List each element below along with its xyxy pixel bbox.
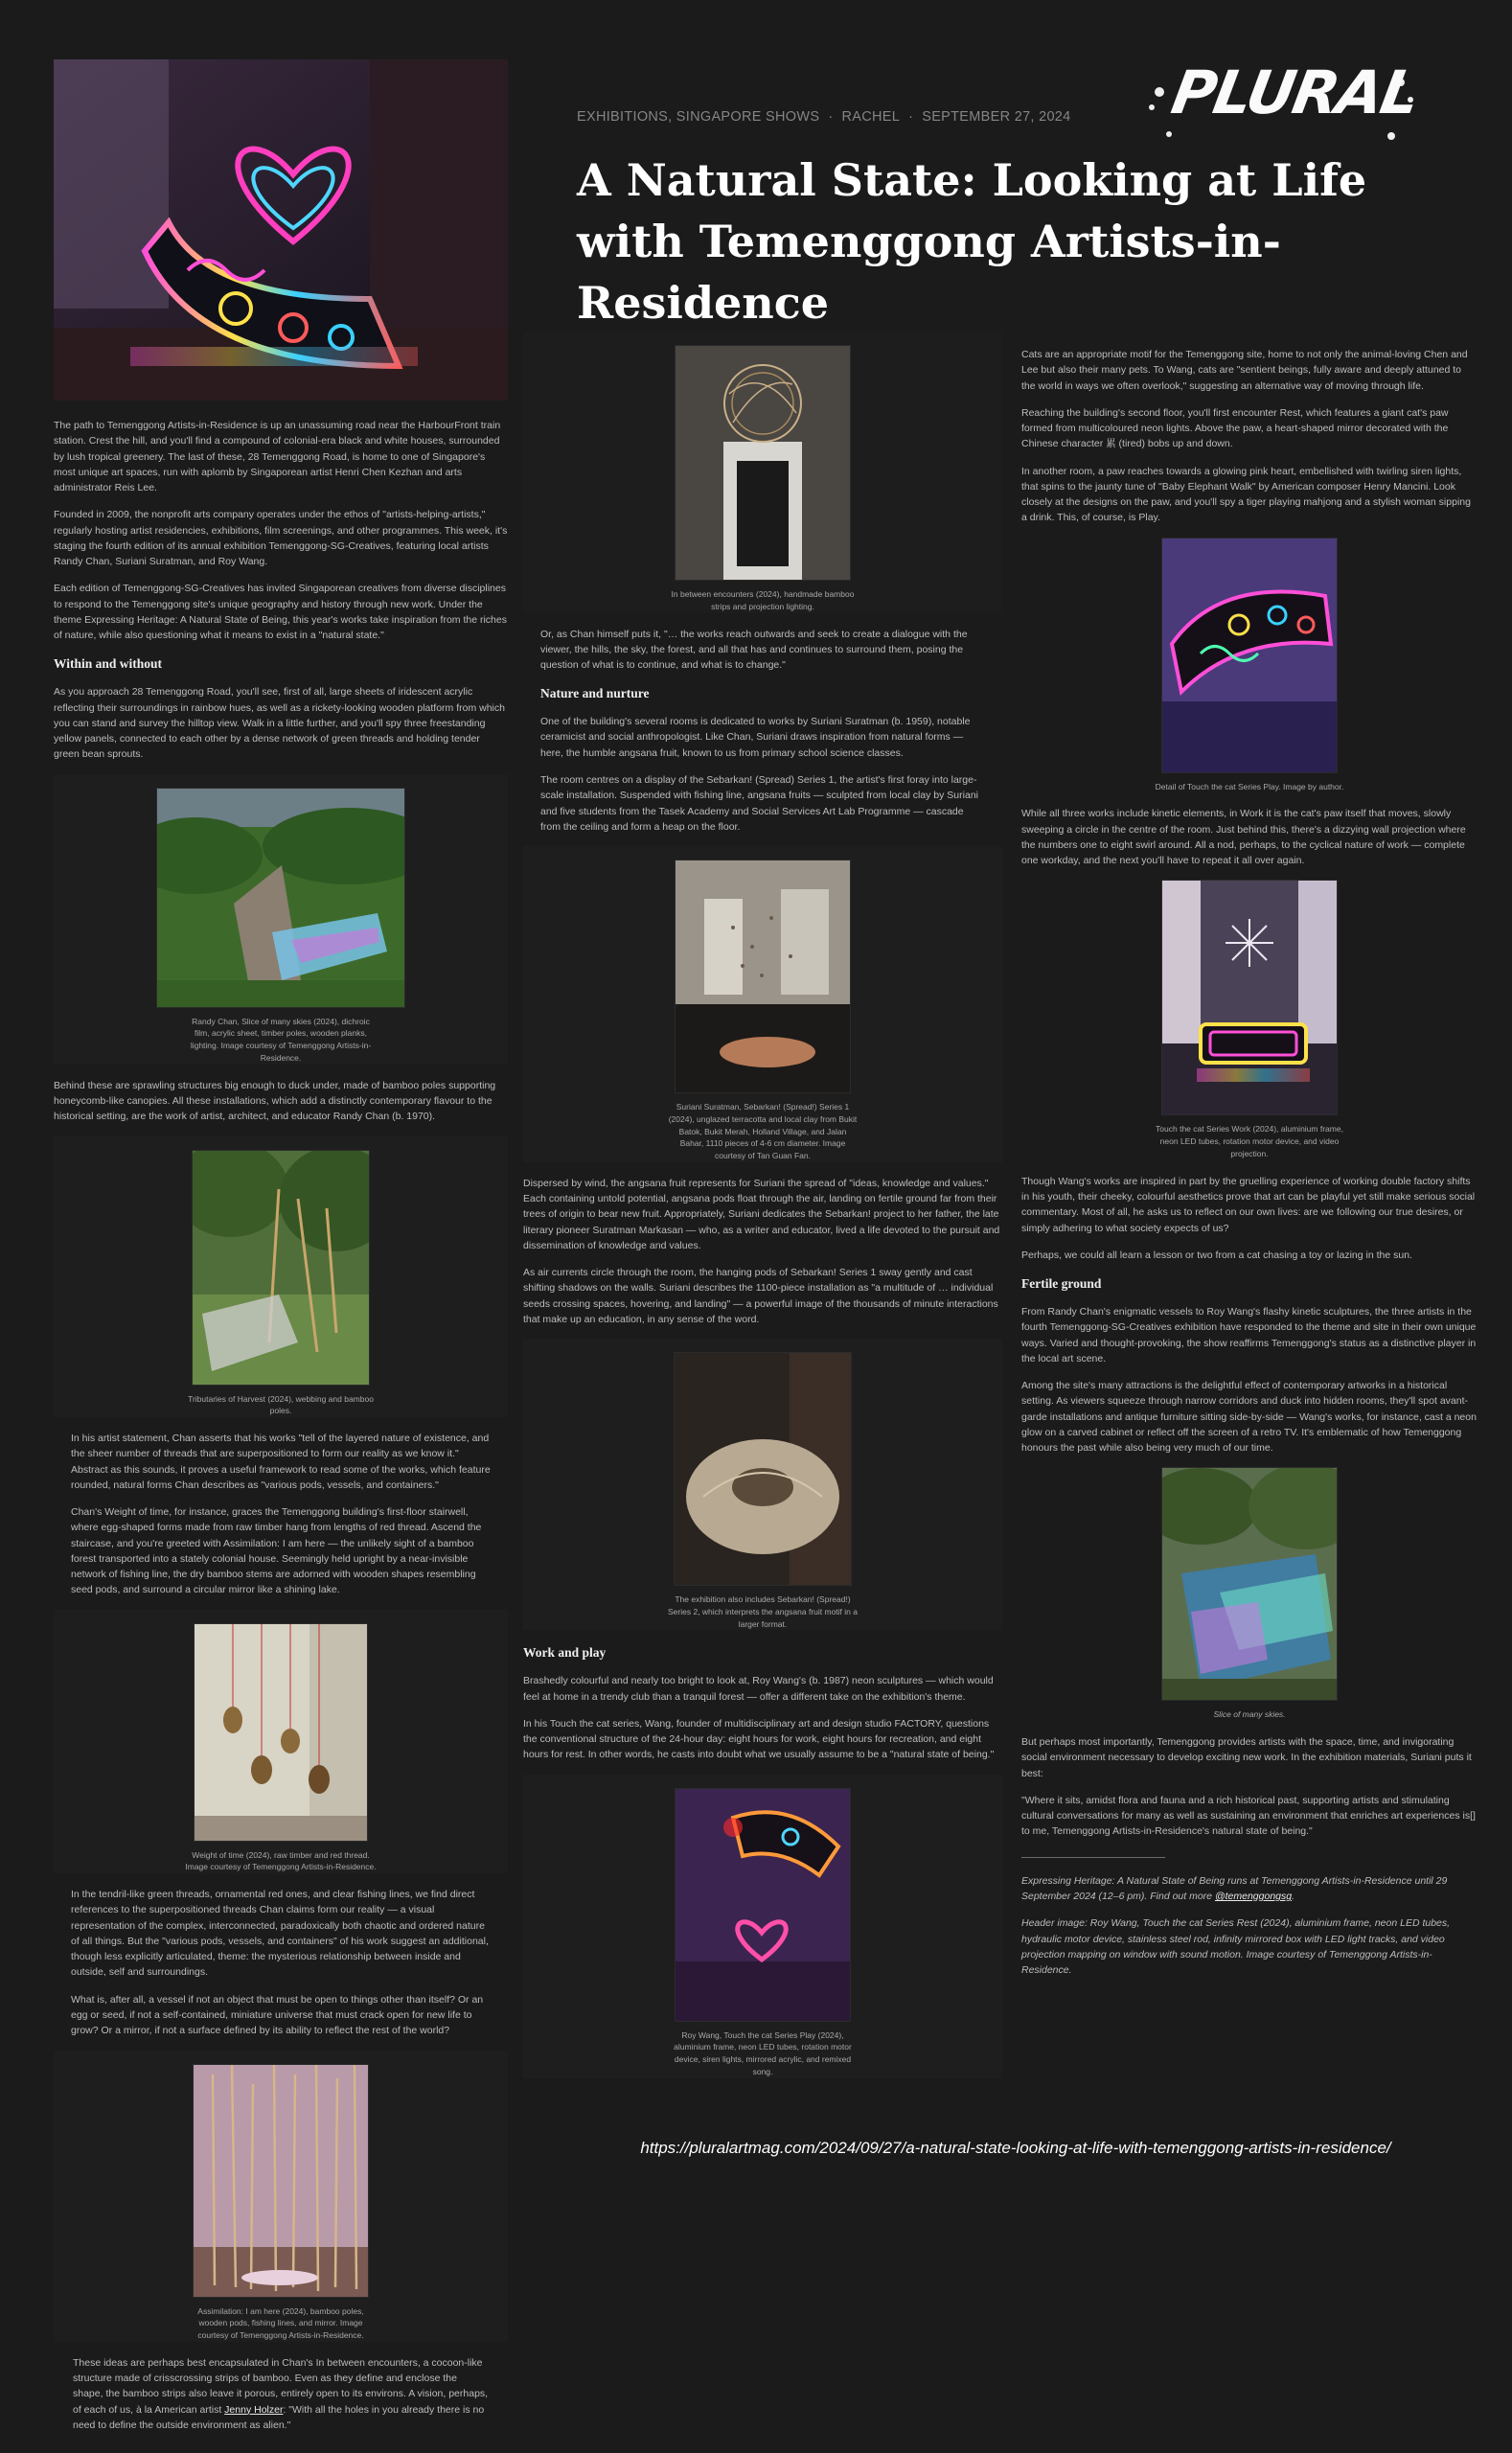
photo-assimilation [193, 2064, 369, 2298]
header-image-credit: Header image: Roy Wang, Touch the cat Series Rest (2024), aluminium frame, neon LED tubes, hydraulic motor device, stainless steel rod, infinity mirrored box with LED light tracks, and video projection mapping on window with sound motion. Image courtesy of Temenggong Artists-in-Residence. [1021, 1917, 1451, 1977]
paragraph: Behind these are sprawling structures big enough to duck under, made of bamboo poles supporting honeycomb-like canopies. All these installations, which add a distinctly contemporary flavour to the historical setting, are the work of artist, architect, and educator Randy Chan (b. 1970). [54, 1079, 496, 1123]
paragraph: The room centres on a display of the Sebarkan! (Spread) Series 1, the artist's first foray into large-scale installation. Suspended with fishing line, angsana fruits — sculpted from local clay by Suriani and five students from the Tasek Academy and Social Services Art Lab Programme — cascade from the ceiling and form a heap on the floor. [540, 774, 978, 833]
figure-weight-of-time [54, 1623, 508, 1874]
hero-image [54, 59, 508, 401]
figure-slice-of-many-skies [54, 788, 508, 1065]
figure-touch-the-cat-play [523, 1788, 1002, 2078]
caption: Suriani Suratman, Sebarkan! (Spread!) Series 1 (2024), unglazed terracotta and local clay from Bukit Batok, Bukit Merah, Holland Village, and Jalan Bahar, 1110 pieces of 4-6 cm diameter. Image courtesy of Tan Guan Fan. [668, 1102, 858, 1161]
figure-sebarkan-series-2 [523, 1352, 1002, 1630]
quote: "Where it sits, amidst flora and fauna and a rich historical past, supporting artists and stimulating cultural conversations for many as well as sustaining an environment that enriches art experiences is[] to me, Temenggong Artists-in-Residence's natural state of being." [1021, 1794, 1476, 1838]
section-heading: Work and play [523, 1645, 607, 1661]
caption: Detail of Touch the cat Series Play. Image by author. [1155, 781, 1344, 791]
divider [1021, 1857, 1165, 1858]
figure-band [523, 846, 1002, 1162]
caption: The exhibition also includes Sebarkan! (Spread!) Series 2, which interprets the angsana fruit motif in a larger format. [668, 1594, 858, 1629]
paragraph: In another room, a paw reaches towards a glowing pink heart, embellished with twirling siren lights, that spins to the jaunty tune of "Baby Elephant Walk" by American composer Henry Mancini. Look closely at the designs on the paw, and you'll spy a tiger playing mahjong and a stylish woman sipping a drink. This, of course, is Play. [1021, 465, 1471, 524]
figure-touch-the-cat-play-detail [1021, 538, 1478, 793]
article-title: A Natural State: Looking at Life with Temenggong Artists-in-Residence [577, 154, 1367, 329]
paragraph: Brashedly colourful and nearly too bright to look at, Roy Wang's (b. 1987) neon sculptures — which would feel at home in a trendy club than a tranquil forest — offer a different take on the exhibition's theme. [523, 1675, 994, 1703]
caption: Randy Chan, Slice of many skies (2024), dichroic film, acrylic sheet, timber poles, wooden planks, lighting. Image courtesy of Temenggong Artists-in-Residence. [190, 1016, 372, 1063]
paragraph: These ideas are perhaps best encapsulated in Chan's In between encounters, a cocoon-like structure made of crisscrossing strips of bamboo. Even as they define and enclose the shape, the bamboo strips also leave it porous, entirely open to its environs. A vision, perhaps, of each of us, à la American artist Jenny Holzer: "With all the holes in you already there is no need to define the outside environment as alien." [73, 2356, 489, 2431]
figure-assimilation [54, 2064, 508, 2342]
paragraph: One of the building's several rooms is dedicated to works by Suriani Suratman (b. 1959), notable ceramicist and social anthropologist. Like Chan, Suriani draws inspiration from natural forms — here, the humble angsana fruit, known to us from primary school science classes. [540, 716, 971, 759]
figure-band [54, 2051, 508, 2342]
paragraph: Cats are an appropriate motif for the Temenggong site, home to not only the animal-loving Chen and Lee but also their many pets. To Wang, cats are "sentient beings, fully aware and deeply attuned to the world in ways we often overlook," suggesting an alternative way of moving through life. [1021, 349, 1468, 392]
paragraph: Or, as Chan himself puts it, "… the works reach outwards and seek to create a dialogue with the viewer, the hills, the sky, the forest, and all that has and continues to surround them, posing the question of what is to continue, and what is to change." [540, 628, 968, 672]
paragraph: What is, after all, a vessel if not an object that must be open to things other than itself? Or an egg or seed, if not a self-contained, miniature universe that must crack open for new life to grow? Or a mirror, if not a surface defined by its ability to reflect the rest of the world? [71, 1993, 484, 2037]
section-heading: Fertile ground [1021, 1276, 1102, 1292]
caption: Slice of many skies. [1213, 1709, 1286, 1720]
column-3 [1021, 347, 1478, 1989]
section-heading: Within and without [54, 656, 163, 672]
figure-sebarkan-series-1 [523, 860, 1002, 1162]
photo-tributaries-of-harvest [192, 1150, 370, 1386]
paragraph: In his Touch the cat series, Wang, founder of multidisciplinary art and design studio FACTORY, questions the conventional structure of the 24-hour day: eight hours for work, eight hours for recreation, and eight hours for rest. In other words, he casts into doubt what we usually assume to be a "natural state of being." [523, 1717, 995, 1761]
figure-touch-the-cat-work [1021, 880, 1478, 1159]
paragraph: In the tendril-like green threads, ornamental red ones, and clear fishing lines, we find direct references to the superpositioned threads Chan claims form our reality — a visual representation of the complex, interconnected, paradoxically both chaotic and ordered nature of all things. But the "various pods, vessels, and containers" of his work suggest an additional, though less explicitly articulated, theme: the mysterious relationship between inside and outside, self and surroundings. [71, 1889, 489, 1979]
source-url[interactable]: https://pluralartmag.com/2024/09/27/a-natural-state-looking-at-life-with-temenggong-artists-in-residence/ [640, 2139, 1391, 2157]
column-2 [523, 332, 1002, 2092]
photo-slice-of-many-skies-2 [1161, 1467, 1338, 1701]
paragraph: From Randy Chan's enigmatic vessels to Roy Wang's flashy kinetic sculptures, the three artists in the fourth Temenggong-SG-Creatives exhibition have responded to the theme and site in their own unique ways. Varied and thought-provoking, the show reaffirms Temenggong's status as a distinctive player in the local art scene. [1021, 1305, 1477, 1364]
photo-touch-the-cat-play [675, 1788, 851, 2022]
paragraph: As you approach 28 Temenggong Road, you'll see, first of all, large sheets of iridescent acrylic reflecting their surroundings in rainbow hues, as well as a rickety-looking wooden platform from which you can stand and survey the hilltop view. Walk in a little further, and you'll spy three freestanding yellow panels, connected to each other by a dense network of green threads and holding tender green bean sprouts. [54, 686, 505, 761]
temenggongsg-link[interactable]: @temenggongsg [1214, 1890, 1293, 1902]
paragraph: Reaching the building's second floor, you'll first encounter Rest, which features a giant cat's paw formed from multicoloured neon lights. Above the paw, a heart-shaped mirror decorated with the Chinese character 累 (tired) bobs up and down. [1021, 406, 1449, 450]
photo-sebarkan-series-2 [674, 1352, 852, 1586]
figure-band [523, 332, 1002, 613]
figure-band [523, 1339, 1002, 1630]
paragraph: Perhaps, we could all learn a lesson or two from a cat chasing a toy or lazing in the sun. [1021, 1249, 1412, 1261]
photo-touch-the-cat-play-detail [1161, 538, 1338, 773]
plural-logo[interactable]: PLURAL [1140, 54, 1418, 149]
figure-band [54, 1136, 508, 1418]
jenny-holzer-link[interactable]: Jenny Holzer [224, 2403, 284, 2416]
caption: Touch the cat Series Work (2024), aluminium frame, neon LED tubes, rotation motor device, and video projection. [1156, 1124, 1343, 1158]
paragraph: Founded in 2009, the nonprofit arts company operates under the ethos of "artists-helping-artists," regularly hosting artist residencies, exhibitions, film screenings, and other programmes. This week, it's staging the fourth edition of its annual exhibition Temenggong-SG-Creatives, featuring local artists Randy Chan, Suriani Suratman, and Roy Wang. [54, 509, 508, 568]
exhibition-info: Expressing Heritage: A Natural State of Being runs at Temenggong Artists-in-Residence until 29 September 2024 (12–6 pm). Find out more @temenggongsg. [1021, 1874, 1448, 1902]
credits [1021, 1873, 1478, 1979]
paragraph: Each edition of Temenggong-SG-Creatives has invited Singaporean creatives from diverse disciplines to respond to the Temenggong site's unique geography and history through new work. Under the theme Expressing Heritage: A Natural State of Being, this year's works take inspiration from the riches of nature, while also questioning what it means to exist in a "natural state." [54, 583, 507, 642]
paragraph: In his artist statement, Chan asserts that his works "tell of the layered nature of existence, and the sheer number of threads that are superpositioned to form our reality as we know it." Abstract as this sounds, it proves a useful framework to read some of the works, which feature rounded, natural forms Chan describes as "various pods, vessels, and containers." [71, 1433, 491, 1491]
paragraph: Among the site's many attractions is the delightful effect of contemporary artworks in a historical setting. As viewers squeeze through narrow corridors and duck into hidden rooms, they'll spot avant-garde installations and antique furniture sitting side-by-side — Wang's works, for instance, cast a neon glow on a carved cabinet or reflect off the screen of a retro TV. It's emblematic of how Temenggong honours the past while also being very much of our time. [1021, 1380, 1477, 1455]
caption: In between encounters (2024), handmade bamboo strips and projection lighting. [671, 589, 855, 611]
column-1 [54, 418, 508, 2444]
paragraph: The path to Temenggong Artists-in-Residence is up an unassuming road near the HarbourFront train station. Crest the hill, and you'll find a compound of colonial-era black and white houses, surrounded by lush tropical greenery. The last of these, 28 Temenggong Road, is home to one of Singapore's most unique art spaces, run with aplomb by Singaporean artist Henri Chen Kezhan and arts administrator Reis Lee. [54, 420, 501, 494]
photo-touch-the-cat-work [1161, 880, 1338, 1115]
section-heading: Nature and nurture [540, 686, 650, 701]
figure-in-between-encounters [523, 345, 1002, 613]
article-meta: EXHIBITIONS, SINGAPORE SHOWS · RACHEL · SEPTEMBER 27, 2024 [577, 109, 1071, 125]
category-links[interactable]: EXHIBITIONS, SINGAPORE SHOWS [577, 109, 820, 125]
paragraph: While all three works include kinetic elements, in Work it is the cat's paw itself that moves, slowly sweeping a circle in the centre of the room. Just behind this, there's a dizzying wall projection where the numbers one to eight swirl around. All a nod, perhaps, to the cyclical nature of work — complete one workday, and the next you'll have to repeat it all over again. [1021, 808, 1466, 867]
paragraph: Though Wang's works are inspired in part by the gruelling experience of working double factory shifts in his youth, their cheeky, colourful aesthetics prove that art can be playful yet still make serious social commentary. Most of all, he asks us to reflect on our own lives: are we following our true desires, or simply adhering to what society expects of us? [1021, 1175, 1476, 1234]
paragraph: But perhaps most importantly, Temenggong provides artists with the space, time, and invigorating social environment necessary to develop exciting new work. In the exhibition materials, Suriani puts it best: [1021, 1736, 1472, 1779]
photo-weight-of-time [194, 1623, 368, 1842]
photo-slice-of-many-skies [156, 788, 405, 1008]
figure-band [54, 1610, 508, 1874]
paragraph: As air currents circle through the room, the hanging pods of Sebarkan! Series 1 sway gently and cast shifting shadows on the walls. Suriani describes the 1100-piece installation as "a multitude of … individual seeds crossing spaces, hovering, and landing" — a powerful image of the thousands of minute interactions that make up an education, in any sense of the word. [523, 1267, 998, 1325]
figure-slice-of-many-skies-2 [1021, 1467, 1478, 1721]
caption: Assimilation: I am here (2024), bamboo poles, wooden pods, fishing lines, and mirror. Image courtesy of Temenggong Artists-in-Residence. [197, 2305, 364, 2341]
paragraph: Dispersed by wind, the angsana fruit represents for Suriani the spread of "ideas, knowledge and values." Each containing untold potential, angsana pods float through the air, landing on fertile ground far from their trees of origin to bear new fruit. Appropriately, Suriani dedicates the Sebarkan! project to her father, the late literary pioneer Suratman Markasan — who, as a writer and educator, lived a life devoted to the pursuit and dissemination of knowledge and values. [523, 1177, 1000, 1251]
figure-band [54, 774, 508, 1065]
caption: Tributaries of Harvest (2024), webbing and bamboo poles. [188, 1393, 374, 1416]
caption: Weight of time (2024), raw timber and red thread. Image courtesy of Temenggong Artists-in-Residence. [185, 1849, 377, 1872]
figure-tributaries-of-harvest [54, 1150, 508, 1418]
caption: Roy Wang, Touch the cat Series Play (2024), aluminium frame, neon LED tubes, rotation motor device, siren lights, mirrored acrylic, and remixed song. [674, 2029, 852, 2076]
photo-sebarkan-series-1 [675, 860, 851, 1093]
paragraph: Chan's Weight of time, for instance, graces the Temenggong building's first-floor stairwell, where egg-shaped forms made from raw timber hang from lengths of red thread. Ascend the staircase, and you're greeted with Assimilation: I am here — the unlikely sight of a bamboo forest transported into a stately colonial house. Seemingly held upright by a near-invisible network of fishing line, the dry bamboo stems are adorned with wooden shapes resembling seed pods, and surround a circular mirror like a shining lake. [71, 1506, 482, 1596]
figure-band [523, 1775, 1002, 2078]
photo-in-between-encounters [675, 345, 851, 581]
publish-date: SEPTEMBER 27, 2024 [922, 109, 1071, 125]
author-link[interactable]: RACHEL [841, 109, 901, 125]
